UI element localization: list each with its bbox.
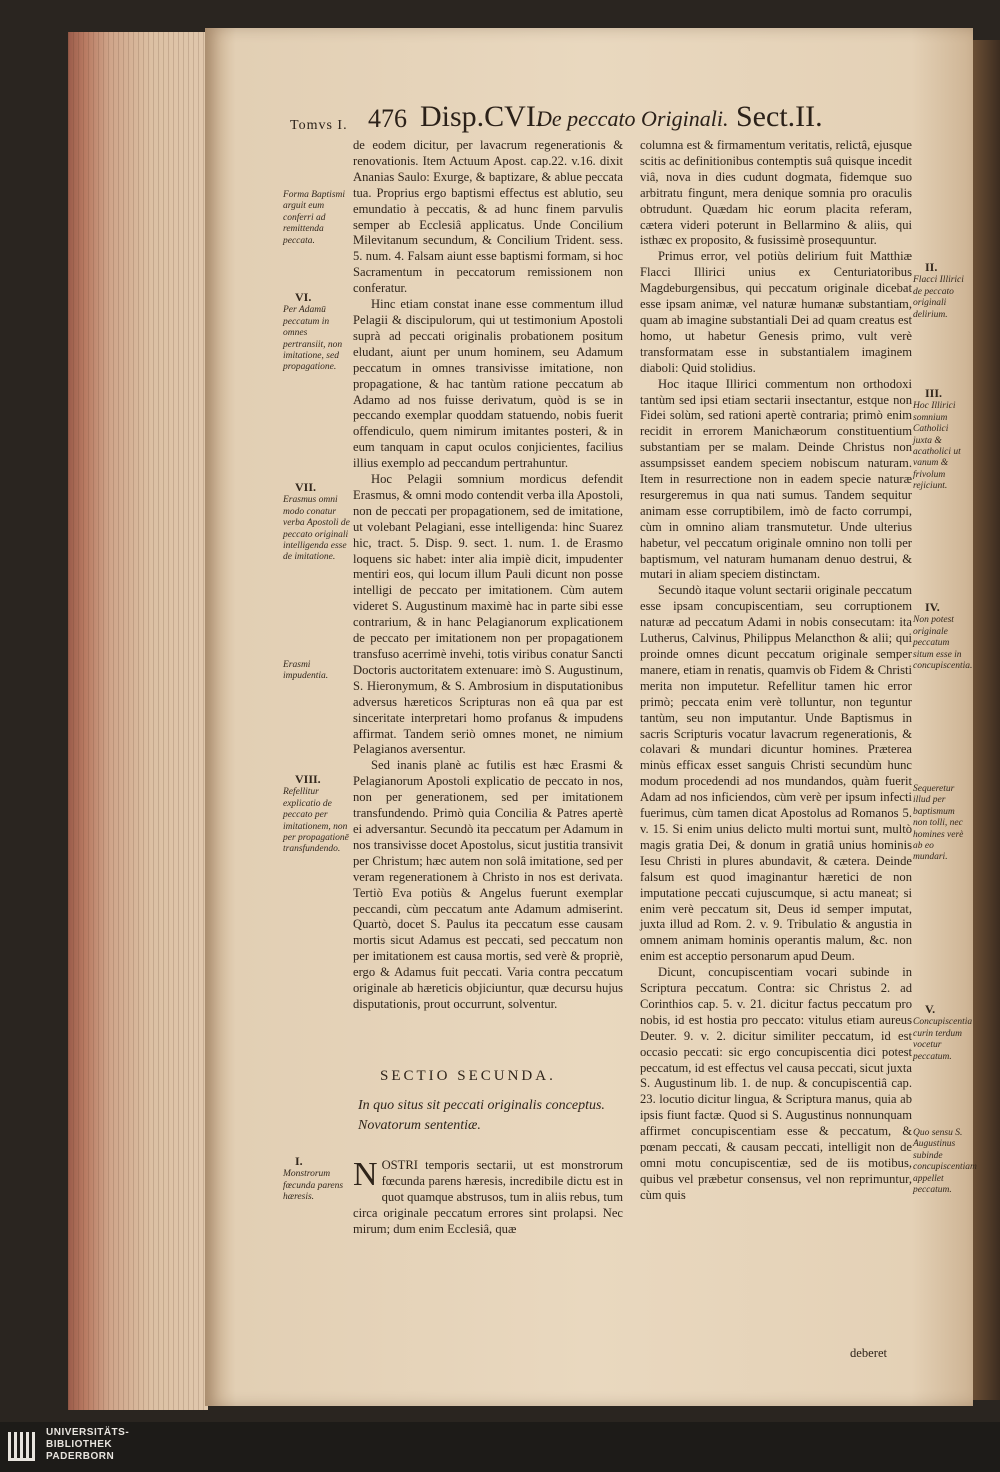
running-head-tomus: Tomvs I. [290, 118, 348, 133]
margin-note: Forma Baptismi arguit eum conferri ad remittenda peccata. [283, 190, 346, 246]
library-name: UNIVERSITÄTS- BIBLIOTHEK PADERBORN [46, 1427, 130, 1462]
library-footer [0, 1422, 1000, 1472]
section-title: SECTIO SECUNDA. [380, 1068, 556, 1084]
paragraph: Hoc itaque Illirici commentum non orthodoxi tantùm sed ipsi etiam sectarii insectantur, estque non Fidei solùm, sed rationi apertè contraria; primò enim recidit in errorem Manichæorum constituentium substantiam per se malam. Deinde Christus non assumpsisset eandem speciem nobiscum naturam. Item in resurrectione non in eadem specie naturæ resurgeremus in qua nati sumus. Tandem sequitur animam esse corruptibilem, imò de facto corrumpi, cùm in omnino aliam transmutetur. Unde ulterius habetur, vel peccatum originale omnino non tolli per baptismum, vel naturam humanam denuo destrui, & mutari in aliam speciem distinctam. [640, 376, 912, 582]
running-head-disp: Disp.CVI. [420, 100, 544, 133]
left-text-column [353, 138, 623, 1013]
margin-note: Quo sensu S. Augustinus subinde concupiscentiam appellet peccatum. [913, 1128, 977, 1196]
paragraph: Primus error, vel potiùs delirium fuit Matthiæ Flacci Illirici unius ex Centuriatoribus Magdeburgensibus, qui peccatum originale dicebat esse ipsam animæ, vel naturæ humanæ substantiam, quam ab imagine substantiali Dei ad quam creatus est homo, ut habetur Genesis primo, vult verè transformatam esse in substantialem imaginem diaboli: Quid stolidius. [640, 249, 912, 375]
margin-note: III. Hoc Illirici somnium Catholici juxta & acatholici ut vanum & frivolum rejiciunt. [913, 386, 961, 492]
margin-note: IV. Non potest originale peccatum situm esse in concupiscentia. [913, 600, 973, 672]
section-body [353, 1158, 623, 1238]
page-number: 476 [368, 104, 407, 133]
drop-cap: N [353, 1156, 378, 1193]
facing-page-edge [973, 40, 1000, 1400]
paragraph: de eodem dicitur, per lavacrum regenerationis & renovationis. Item Actuum Apost. cap.22. v.16. dixit Ananias Saulo: Exurge, & baptizare, & ablue peccata tua. Proprius ergo baptismi effectus est ablutio, seu emundatio à peccatis, & ad hunc finem parvulis semper ab Ecclesiâ applicatus. Unde Concilium Milevitanum secundum, & Concilium Trident. sess. 5. num. 4. Falsam aiunt esse baptismi formam, si hoc Sacramentum in peccatorum remissionem non conferatur. [353, 138, 623, 296]
catchword: deberet [850, 1346, 888, 1360]
running-head-title: De peccato Originali. [536, 106, 729, 131]
margin-note: I. Monstrorum fœcunda parens hæresis. [283, 1154, 344, 1203]
margin-note: Erasmi impudentia. [283, 660, 329, 682]
paragraph: Sed inanis planè ac futilis est hæc Erasmi & Pelagianorum Apostoli explicatio de peccato in nos, non per generationem, sed per imitationem transfundendo. Primò quia Concilia & Patres apertè ei adversantur. Secundò ita peccatum per Adamum in nos transivisse docet Apostolus, sicut justitia transivit per Christum; hæc autem non solâ imitatione, sed per veram regenerationem à Christo in nos est derivata. Tertiò Eva potiùs & Angelus fuerunt exemplar peccandi, cùm peccatum ante Adamum admiserint. Quartò, docet S. Paulus ita peccatum esse causam mortis sicut Adamus est peccati, sed peccatum non per imitationem est causa mortis, sed verè & propriè, ergo & Adamus fuit peccati. Varia contra peccatum originale ab hæreticis objiciuntur, quæ decursu hujus disputationis, prout occurrunt, solventur. [353, 758, 623, 1011]
paragraph: Hoc Pelagii somnium mordicus defendit Erasmus, & omni modo contendit verba illa Apostoli, non de peccati per propagationem, sed de imitatione, ut volebant Pelagiani, esse intelligenda: hinc Suarez hic, tract. 5. Disp. 9. sect. 1. num. 1. de Erasmo loquens sic habet: inter alia impiè dicit, impudenter mentiri eos, qui locum illum Pauli dicunt non posse intelligi de peccato per imitationem. Cùm autem videret S. Augustinum maximè hac in parte sibi esse contrarium, & in hanc Pelagianorum explicationem de peccato per imitationem non per propagationem transfuso acerrimè invehi, totis viribus conatur Sancti Doctoris auctoritatem extenuare: imò S. Augustinum, S. Hieronymum, & S. Ambrosium in disputationibus adversus hæreticos Scripturas non eâ qua par est sinceritate interpretari homo profanus & impudens affirmat. Tandem seriò omnes monet, ne nimium Pelagianos aversentur. [353, 472, 623, 757]
running-head-sect: Sect.II. [736, 100, 823, 133]
margin-note: II. Flacci Illirici de peccato originali delirium. [913, 260, 964, 320]
margin-note: Sequeretur illud per baptismum non tolli, nec homines verè ab eo mundari. [913, 784, 964, 863]
paragraph: Hinc etiam constat inane esse commentum illud Pelagii & discipulorum, qui ut testimonium Apostoli suprà ad peccati originalis probationem positum eludant, aiunt per unum hominem, seu Adamum peccatum in omnes transivisse imitatione, non propagatione, & hac tantùm ratione peccatum ab Adamo ad nos fuisse derivatum, quòd is se in peccando exemplar quoddam statuendo, nobis fuerit offendiculo, quem nimirum imitantes posteri, & in eum tanquam in caput oculos conjicientes, facilius illius exemplo ad peccandum pertrahuntur. [353, 297, 623, 471]
right-text-column [640, 138, 912, 1204]
paragraph: Dicunt, concupiscentiam vocari subinde in Scriptura peccatum. Contra: sic Christus 2. ad Corinthios cap. 5. v. 21. dicitur factus peccatum pro nobis, id est hostia pro peccato: vitulus etiam aureus Deuter. 9. v. 2. dicitur similiter peccatum, id est occasio peccati: sic ergo concupiscentia dici potest peccatum, id est effectus vel causa peccati, sicut juxta S. Augustinum lib. 1. de nup. & concupiscentiâ cap. 23. locutio dicitur lingua, & Scriptura manus, quia ab ipsis fiunt factæ. Quod si S. Augustinus nonnunquam affirmet concupiscentiam esse & peccatum, & pœnam peccati, & causam peccati, intelligit non de omni motu concupiscentiæ, sed de iis motibus, quibus vel præbetur consensus, vel non reprimuntur, cùm quis [640, 965, 912, 1202]
page-edges [68, 32, 208, 1410]
section-subtitle: In quo situs sit peccati originalis conceptus. Novatorum sententiæ. [358, 1098, 605, 1133]
margin-note: VII. Erasmus omni modo conatur verba Apostoli de peccato originali intelligenda esse de imitatione. [283, 480, 350, 563]
margin-note: V. Concupiscentia curin terdum vocetur peccatum. [913, 1002, 973, 1062]
paragraph: Secundò itaque volunt sectarii originale peccatum esse ipsam concupiscentiam, seu corruptionem naturæ ad peccatum Adami in nobis consecutam: ita Lutherus, Calvinus, Philippus Melancthon & alii; qui proinde omnes dicunt peccatum originale semper manere, etiam in renatis, quamvis ob Fidem & Christi merita non imputetur. Refellitur tamen hic error primò; peccata enim verè tolluntur, non teguntur tantùm, seu non imputantur. Unde Baptismus in sacris Scripturis vocatur lavacrum regenerationis, & colavari & mundari dicuntur homines. Præterea minùs efficax esset sanguis Christi secundùm hunc modum procedendi ad nos mundandos, quàm fuerit Adam ad nos inficiendos, cùm verè per ipsum infecti fuerimus, cùm tamen dicat Apostolus ad Romanos 5. v. 15. Si enim unius delicto multi mortui sunt, multò magis gratia Dei, & donum in gratiâ unius hominis Iesu Christi in plures abundavit, & cætera. Deinde falsum est quod imaginantur hæretici de non imputatione peccati cujuscumque, si actu maneat; si enim verè peccatum sit, Deus id semper imputat, juxta illud ad Rom. 2. v. 9. Tribulatio & angustia in omnem animam hominis operantis malum, &c. non enim est acceptio personarum apud Deum. [640, 583, 912, 964]
margin-note: VI. Per Adamū peccatum in omnes pertransiit, non imitatione, sed propagatione. [283, 290, 343, 373]
paragraph: columna est & firmamentum veritatis, relictâ, ejusque scitis ac definitionibus contemptis suâ quisque incedit viâ, nova in dies cudunt dogmata, fidemque suo arbitratu fingunt, mera denique somnia pro oraculis obtrudunt. Quædam hic eorum placita referam, cætera videri poterunt in Bellarmino & aliis, qui isthæc ex proposito, & fusissimè prosequuntur. [640, 138, 912, 248]
library-logo-icon [6, 1428, 40, 1464]
margin-note: VIII. Refellitur explicatio de peccato per imitationem, non per propagationē transfundendo. [283, 772, 349, 855]
section-text: OSTRI temporis sectarii, ut est monstrorum fœcunda parens hæresis, incredibile dictu est in quot quamque abstrusos, tum in aliis rebus, tum circa originale peccatum errores sint prolapsi. Nec mirum; dum enim Ecclesiâ, quæ [353, 1158, 623, 1236]
